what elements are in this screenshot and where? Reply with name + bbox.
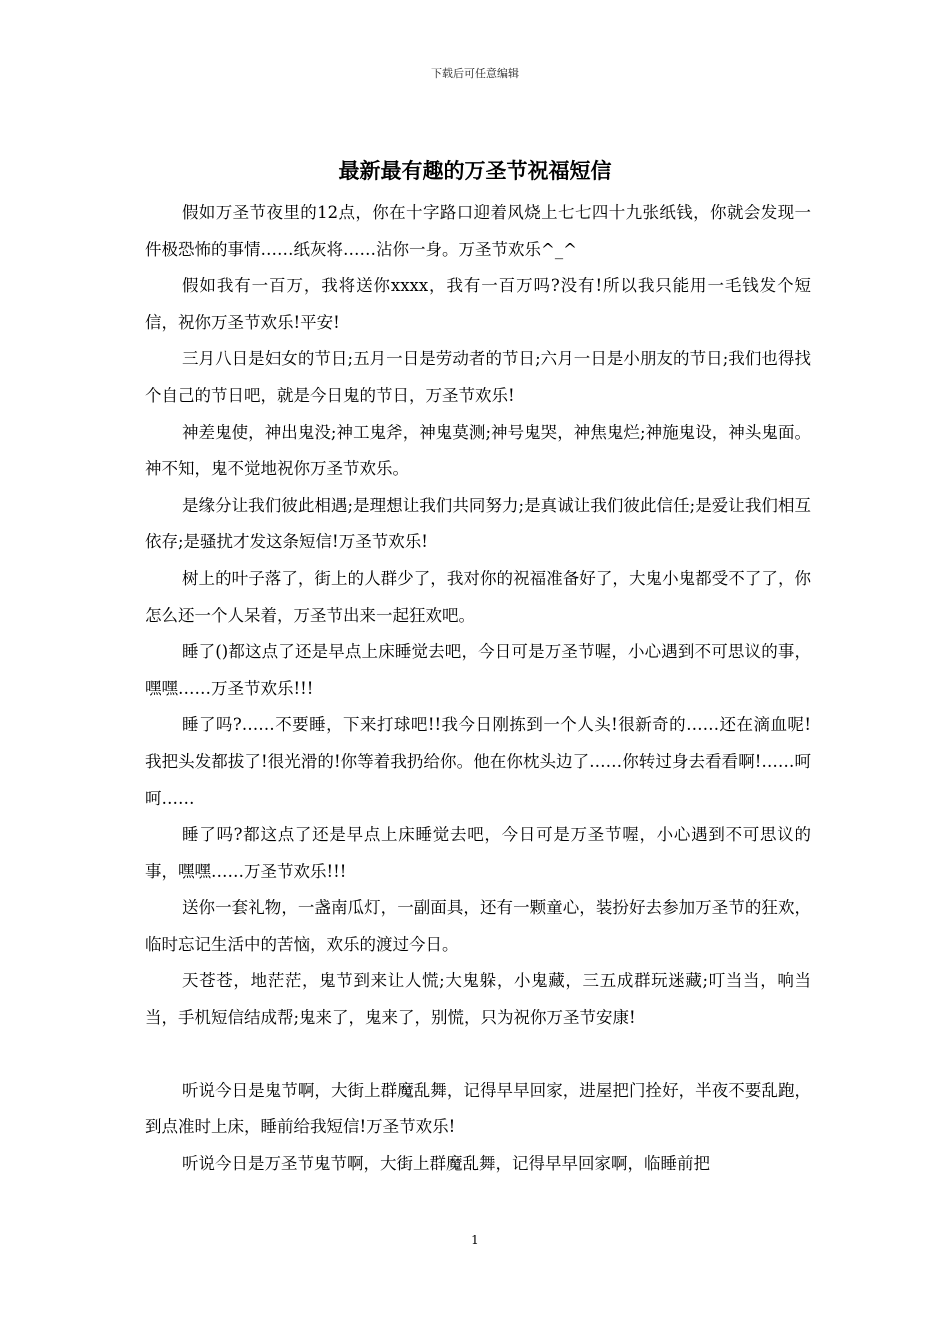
paragraph: 送你一套礼物，一盏南瓜灯，一副面具，还有一颗童心，装扮好去参加万圣节的狂欢，临时忘记生活中的苦恼，欢乐的渡过今日。 bbox=[145, 898, 811, 954]
paragraph: 听说今日是万圣节鬼节啊，大街上群魔乱舞，记得早早回家啊，临睡前把 bbox=[182, 1153, 710, 1173]
paragraph: 是缘分让我们彼此相遇;是理想让我们共同努力;是真诚让我们彼此信任;是爱让我们相互依存;是骚扰才发这条短信!万圣节欢乐! bbox=[145, 495, 811, 552]
paragraph: 神差鬼使，神出鬼没;神工鬼斧，神鬼莫测;神号鬼哭，神焦鬼烂;神施鬼设，神头鬼面。神不知，鬼不觉地祝你万圣节欢乐。 bbox=[145, 422, 811, 479]
paragraph: 睡了吗?都这点了还是早点上床睡觉去吧，今日可是万圣节喔，小心遇到不可思议的事，嘿嘿……万圣节欢乐!!! bbox=[145, 825, 811, 881]
paragraph: 听说今日是鬼节啊，大街上群魔乱舞，记得早早回家，进屋把门拴好，半夜不要乱跑，到点准时上床，睡前给我短信!万圣节欢乐! bbox=[145, 1080, 811, 1137]
page-header: 下载后可任意编辑 bbox=[431, 67, 519, 80]
paragraph: 假如我有一百万，我将送你xxxx，我有一百万吗?没有!所以我只能用一毛钱发个短信，祝你万圣节欢乐!平安! bbox=[145, 276, 811, 332]
paragraph: 睡了吗?……不要睡，下来打球吧!!我今日刚拣到一个人头!很新奇的……还在滴血呢!我把头发都拔了!很光滑的!你等着我扔给你。他在你枕头边了……你转过身去看看啊!……呵呵…… bbox=[145, 715, 811, 808]
paragraph: 假如万圣节夜里的12点，你在十字路口迎着风烧上七七四十九张纸钱，你就会发现一件极恐怖的事情……纸灰将……沾你一身。万圣节欢乐^_^ bbox=[145, 203, 811, 259]
page-number: 1 bbox=[471, 1233, 479, 1247]
document-title: 最新最有趣的万圣节祝福短信 bbox=[338, 159, 612, 183]
paragraph: 天苍苍，地茫茫，鬼节到来让人慌;大鬼躲，小鬼藏，三五成群玩迷藏;叮当当，响当当，手机短信结成帮;鬼来了，鬼来了，别慌，只为祝你万圣节安康! bbox=[145, 971, 811, 1028]
paragraph: 三月八日是妇女的节日;五月一日是劳动者的节日;六月一日是小朋友的节日;我们也得找个自己的节日吧，就是今日鬼的节日，万圣节欢乐! bbox=[145, 349, 811, 405]
document-body bbox=[145, 195, 811, 1182]
paragraph: 睡了()都这点了还是早点上床睡觉去吧，今日可是万圣节喔，小心遇到不可思议的事，嘿嘿……万圣节欢乐!!! bbox=[145, 642, 811, 698]
paragraph: 树上的叶子落了，街上的人群少了，我对你的祝福准备好了，大鬼小鬼都受不了了，你怎么还一个人呆着，万圣节出来一起狂欢吧。 bbox=[145, 568, 811, 625]
